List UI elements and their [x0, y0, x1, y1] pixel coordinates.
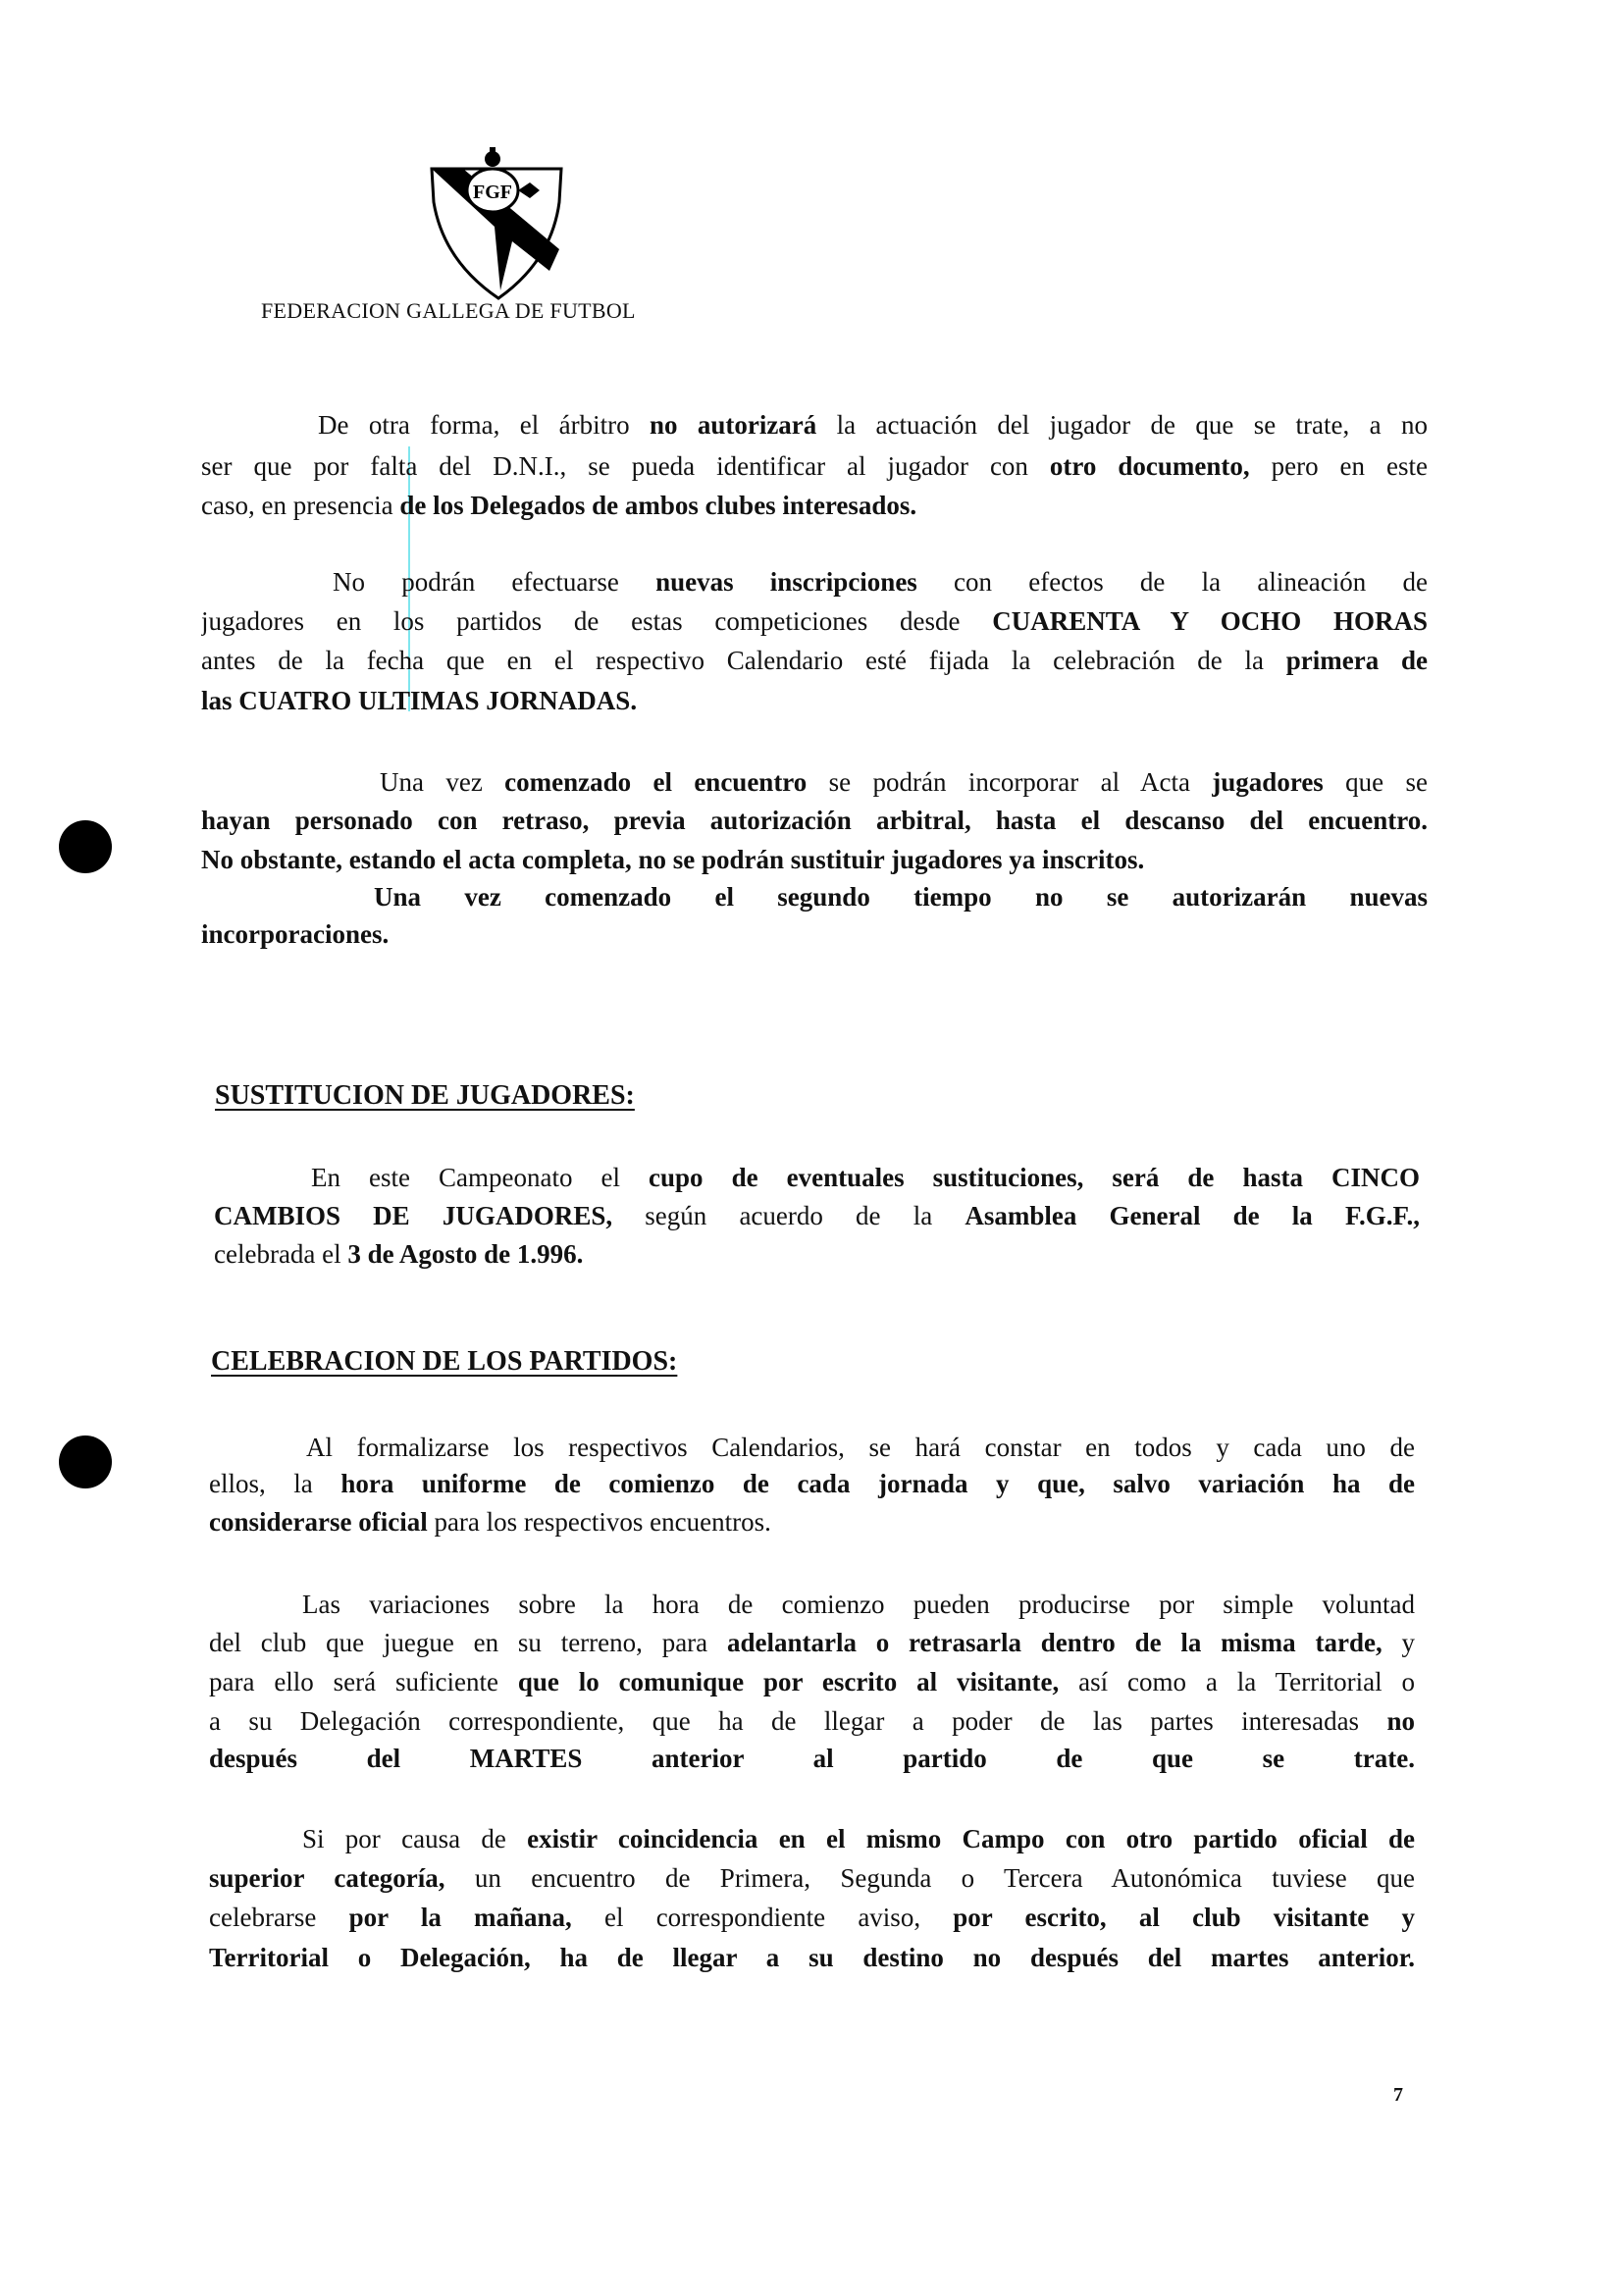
text: para los respectivos encuentros.: [427, 1507, 771, 1537]
paragraph-7-line: [209, 1898, 1415, 1937]
paragraph-1-line: [318, 405, 1428, 444]
text: En este Campeonato el: [311, 1163, 650, 1192]
bold-text: no: [1386, 1706, 1415, 1736]
bold-text: existir coincidencia en el mismo Campo con otro partido oficial de: [527, 1824, 1415, 1853]
paragraph-5-line: [209, 1502, 1415, 1541]
punch-hole: [59, 820, 112, 873]
bold-text: otro documento,: [1049, 451, 1250, 481]
paragraph-6-line: [209, 1662, 1415, 1701]
bold-text: las CUATRO ULTIMAS JORNADAS.: [201, 686, 638, 715]
fgf-logo: [424, 133, 566, 305]
paragraph-6-line: [209, 1623, 1415, 1662]
text: con efectos de la alineación de: [916, 567, 1428, 597]
text: que se: [1323, 767, 1428, 797]
paragraph-3-line: [201, 914, 1428, 954]
bold-text: después del MARTES anterior al partido de que se trate.: [209, 1744, 1415, 1773]
bold-text: cupo de eventuales sustituciones, será de hasta CINCO: [649, 1163, 1420, 1192]
paragraph-5-line: [209, 1464, 1415, 1503]
bold-text: incorporaciones.: [201, 919, 390, 949]
bold-text: nuevas inscripciones: [655, 567, 917, 597]
paragraph-6-line: [209, 1739, 1415, 1778]
paragraph-6-line: [302, 1585, 1415, 1624]
bold-text: no autorizará: [649, 410, 817, 440]
paragraph-4-line: [311, 1158, 1420, 1197]
bold-text: superior categoría,: [209, 1863, 445, 1893]
bold-text: comenzado el encuentro: [504, 767, 808, 797]
paragraph-5-line: [306, 1428, 1415, 1467]
text: caso, en presencia: [201, 491, 400, 520]
text: ser que por falta del D.N.I., se pueda identificar al jugador con: [201, 451, 1050, 481]
bold-text: Territorial o Delegación, ha de llegar a su destino no después del martes anterior.: [209, 1943, 1415, 1972]
paragraph-4-line: [214, 1234, 1420, 1274]
text: y: [1382, 1628, 1415, 1657]
text: la actuación del jugador de que se trate, a no: [816, 410, 1428, 440]
text: antes de la fecha que en el respectivo Calendario esté fijada la celebración de la: [201, 646, 1286, 675]
bold-text: jugadores: [1212, 767, 1324, 797]
text: Las variaciones sobre la hora de comienzo pueden producirse por simple voluntad: [302, 1590, 1415, 1619]
bold-text: considerarse oficial: [209, 1507, 428, 1537]
paragraph-3-line: [201, 801, 1428, 840]
section-heading-celebracion: CELEBRACION DE LOS PARTIDOS:: [211, 1346, 678, 1377]
bold-text: por escrito, al club visitante y: [953, 1903, 1415, 1932]
text: según acuerdo de la: [612, 1201, 965, 1230]
text: No podrán efectuarse: [333, 567, 656, 597]
paragraph-1-line: [201, 486, 1428, 525]
paragraph-2-line: [201, 601, 1428, 641]
bold-text: adelantarla o retrasarla dentro de la misma tarde,: [726, 1628, 1382, 1657]
text: Al formalizarse los respectivos Calendarios, se hará constar en todos y cada uno de: [306, 1433, 1415, 1462]
text: celebrarse: [209, 1903, 349, 1932]
bold-text: Una vez comenzado el segundo tiempo no se autorizarán nuevas: [374, 882, 1428, 912]
organization-name: FEDERACION GALLEGA DE FUTBOL: [261, 298, 636, 323]
paragraph-7-line: [209, 1938, 1415, 1977]
paragraph-6-line: [209, 1701, 1415, 1741]
bold-text: CUARENTA Y OCHO HORAS: [992, 606, 1428, 636]
text: un encuentro de Primera, Segunda o Tercera Autonómica tuviese que: [444, 1863, 1415, 1893]
text: Una vez: [380, 767, 505, 797]
bold-text: hora uniforme de comienzo de cada jornada y que, salvo variación ha de: [340, 1469, 1415, 1498]
bold-text: de los Delegados de ambos clubes interesados.: [399, 491, 917, 520]
bold-text: Asamblea General de la F.G.F.,: [965, 1201, 1420, 1230]
paragraph-2-line: [201, 681, 1428, 720]
paragraph-3-line: [380, 762, 1428, 802]
paragraph-7-line: [209, 1858, 1415, 1898]
paragraph-2-line: [201, 641, 1428, 680]
svg-text:FGF: FGF: [473, 182, 512, 203]
paragraph-4-line: [214, 1196, 1420, 1235]
paragraph-3-line: [374, 877, 1428, 916]
text: para ello será suficiente: [209, 1667, 518, 1696]
text: jugadores en los partidos de estas competiciones desde: [201, 606, 993, 636]
text: pero en este: [1249, 451, 1428, 481]
paragraph-2-line: [333, 562, 1428, 601]
punch-hole: [59, 1435, 112, 1488]
text: así como a la Territorial o: [1059, 1667, 1415, 1696]
bold-text: por la mañana,: [348, 1903, 572, 1932]
text: ellos, la: [209, 1469, 341, 1498]
paragraph-1-line: [201, 446, 1428, 486]
text: del club que juegue en su terreno, para: [209, 1628, 727, 1657]
bold-text: No obstante, estando el acta completa, no se podrán sustituir jugadores ya inscritos.: [201, 845, 1145, 874]
bold-text: 3 de Agosto de 1.996.: [347, 1239, 584, 1269]
text: De otra forma, el árbitro: [318, 410, 650, 440]
text: el correspondiente aviso,: [571, 1903, 954, 1932]
text: a su Delegación correspondiente, que ha de llegar a poder de las partes interesadas: [209, 1706, 1387, 1736]
bold-text: que lo comunique por escrito al visitante,: [517, 1667, 1060, 1696]
text: se podrán incorporar al Acta: [807, 767, 1213, 797]
section-heading-sustitucion: SUSTITUCION DE JUGADORES:: [215, 1080, 635, 1111]
text: celebrada el: [214, 1239, 348, 1269]
bold-text: primera de: [1285, 646, 1428, 675]
paragraph-7-line: [302, 1819, 1415, 1858]
page-number: 7: [1393, 2084, 1403, 2106]
paragraph-3-line: [201, 840, 1428, 879]
bold-text: hayan personado con retraso, previa autorización arbitral, hasta el descanso del encuentro.: [201, 806, 1428, 835]
text: Si por causa de: [302, 1824, 528, 1853]
bold-text: CAMBIOS DE JUGADORES,: [214, 1201, 613, 1230]
